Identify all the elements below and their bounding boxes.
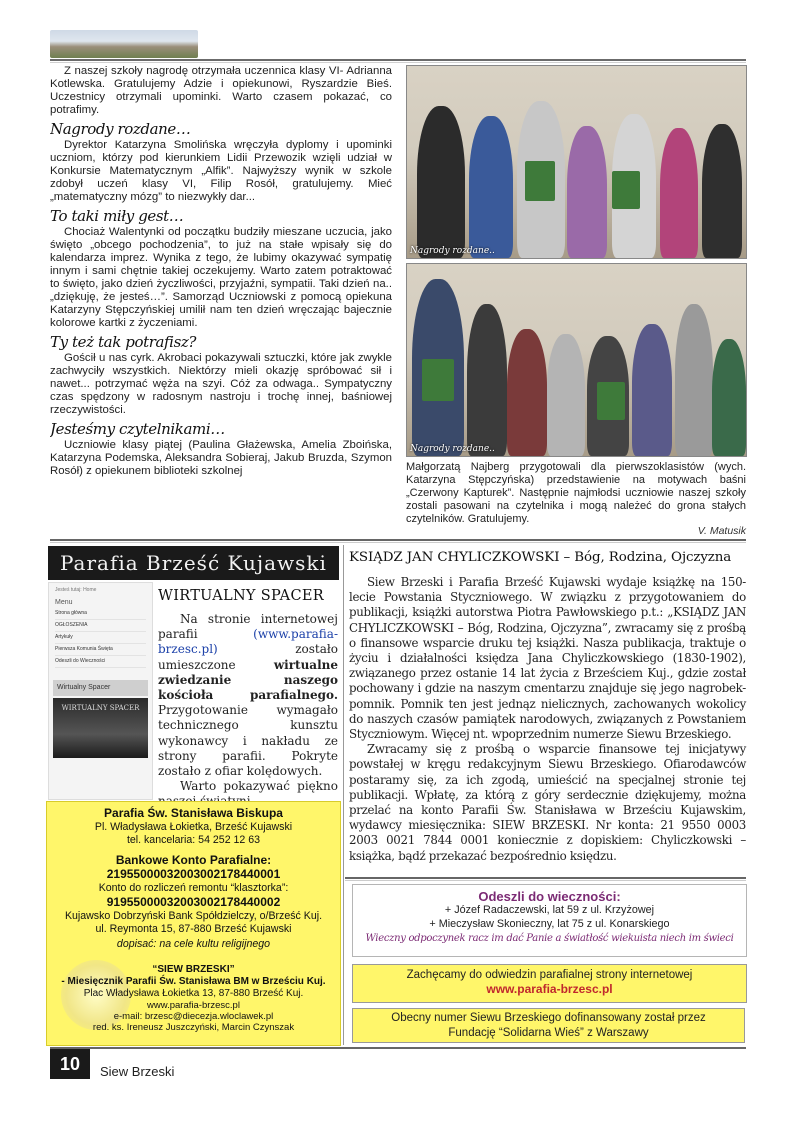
site-menu-item: Pierwsza Komunia Święta — [55, 644, 146, 656]
header-village-photo — [50, 30, 198, 58]
transfer-note-label: dopisać: — [116, 938, 157, 950]
obituary-title: Odeszli do wieczności: — [478, 889, 621, 904]
site-church-thumbnail: WIRTUALNY SPACER — [53, 698, 148, 758]
virtual-tour-text-a: Na stronie internetowej parafii — [158, 612, 338, 642]
transfer-note — [47, 938, 340, 951]
article-left-column — [50, 65, 392, 543]
ksiadz-paragraph-1: Siew Brzeski i Parafia Brześć Kujawski wydaje książkę na 150-lecie Powstania Styczniowego. W związku z przygotowaniem do publikacji, książki autorstwa Piotra Pawłowskiego p.t.: „KSIĄDZ JAN CHYLICZKOWSKI – Bóg, Rodzina, Ojczyzna”, zwracamy się z prośbą o finansowe wsparcie druku tej książki. Nasza publikacja, traktuje o życiu i działalności księdza Jana Chyliczkowskiego (1830-1902), związanego przez ostanie 14 lat życia z Brześciem Kuj., gdzie został pochowany i gdzie na naszym cmentarzu znajduje się jego nagrobek-pomnik. Pomnik ten jest jednąz nielicznych, zachowanych wokolicy do naszych czasów pamiątek narodowych, związanych z Powstaniem Styczniowym. Więcej nt. wpoprzednim numerze Siewu Brzeskiego. — [349, 575, 746, 742]
section-rule — [50, 539, 746, 541]
siew-website[interactable]: www.parafia-brzesc.pl — [147, 1000, 240, 1011]
site-menu — [55, 608, 146, 668]
website-invite-text: Zachęcamy do odwiedzin parafialnej strony internetowej — [406, 969, 693, 981]
parish-info-box — [46, 801, 341, 1046]
virtual-tour-title: WIRTUALNY SPACER — [158, 588, 324, 604]
bank-address: ul. Reymonta 15, 87-880 Brześć Kujawski — [95, 923, 292, 935]
siew-title: “SIEW BRZESKI” — [152, 964, 235, 975]
site-menu-item: Artykuły — [55, 632, 146, 644]
site-breadcrumb: Jesteś tutaj: Home — [55, 587, 97, 593]
site-menu-title: Menu — [55, 599, 73, 606]
parafia-banner: Parafia Brześć Kujawski — [48, 546, 339, 580]
paragraph-czytelnikami: Uczniowie klasy piątej (Paulina Głażewska, Amelia Zboińska, Katarzyna Podemska, Aleksandra Sobieraj, Jakub Bruzda, Szymon Rosół) z opiekunem biblioteki szkolnej — [50, 439, 392, 477]
virtual-tour-bold: wirtualne zwiedzanie naszego kościoła parafialnego. — [158, 657, 338, 703]
bank-name: Kujawsko Dobrzyński Bank Spółdzielczy, o/Brześć Kuj. — [64, 910, 323, 922]
parish-name: Parafia Św. Stanisława Biskupa — [104, 806, 283, 820]
obituary-prayer: Wieczny odpoczynek racz im dać Panie a światłość wiekuista niech im świeci — [365, 933, 734, 944]
bank-account-heading: Bankowe Konto Parafialne: — [115, 853, 272, 867]
transfer-note-text: na cele kultu religijnego — [156, 938, 271, 950]
header-rule — [50, 59, 746, 61]
article-intro: Z naszej szkoły nagrodę otrzymała uczennica klasy VI- Adrianna Kotlewska. Gratulujemy Adzie i opiekunowi, Ryszardzie Bieś. Uczestnicy otrzymali upominki. Warto czasem pokazać, co potrafimy. — [50, 65, 392, 116]
header-rule-thin — [50, 62, 746, 63]
paragraph-continuation: Małgorzatą Najberg przygotowali dla pierwszoklasistów (wych. Katarzyna Stępczyńska) przedstawienie na motywach baśni „Czerwony Kapturek”. Następnie najmłodsi uczniowie naszej szkoły zostali pasowani na czytelnika i mogą należeć do grona stałych czytelników. Gratulujemy. — [406, 461, 746, 525]
author-signature: V. Matusik — [697, 525, 746, 537]
siew-editors: red. ks. Ireneusz Juszczyński, Marcin Czynszak — [92, 1022, 295, 1033]
photo-award-1 — [406, 65, 747, 259]
site-menu-item: Odeszli do Wieczności — [55, 656, 146, 668]
photo-continuation-text — [406, 461, 746, 526]
publication-name: Siew Brzeski — [100, 1064, 175, 1079]
virtual-tour-text-c: Przygotowanie wymagało technicznego kunsztu wykonawcy i nakładu ze strony parafii. Pokryte zostało z ofiar kolędowych. — [158, 703, 338, 779]
heading-czytelnikami: Jesteśmy czytelnikami… — [50, 420, 225, 438]
obituary-entry: + Mieczysław Skonieczny, lat 75 z ul. Konarskiego — [429, 917, 670, 930]
ksiadz-article-title: KSIĄDZ JAN CHYLICZKOWSKI – Bóg, Rodzina, Ojczyzna — [349, 550, 732, 565]
heading-nagrody: Nagrody rozdane… — [50, 120, 191, 138]
column-separator — [343, 545, 344, 1045]
parish-website-link[interactable]: (www.parafia-brzesc.pl) — [158, 627, 338, 657]
virtual-tour-text — [158, 612, 338, 810]
bank-account-number: 21955000032003002178440001 — [106, 867, 281, 881]
ksiadz-article-body — [349, 575, 746, 864]
siew-subtitle: - Miesięcznik Parafii Św. Stanisława BM w Brześciu Kuj. — [61, 976, 326, 987]
siew-email[interactable]: e-mail: brzesc@diecezja.wloclawek.pl — [113, 1011, 274, 1022]
site-menu-item: Strona główna — [55, 608, 146, 620]
section-rule-right-thin — [345, 880, 746, 881]
website-invite-box — [352, 964, 747, 1003]
section-rule-right — [345, 877, 746, 879]
site-virtual-tour-box: Wirtualny Spacer — [53, 680, 148, 696]
website-screenshot — [48, 582, 153, 800]
ksiadz-paragraph-2: Zwracamy się z prośbą o wsparcie finansowe tej inicjatywy powstałej w kręgu redakcyjnym Siewu Brzeskiego. Ofiarodawców postaramy się, za ich zgodą, umieścić na specjalnej stronie tej publikacji. Wpłatę, za którą z góry serdecznie dziękujemy, można przelać na konto Parafii Św. Stanisława w Brześciu Kujawskim, wydawcy miesięcznika: SIEW BRZESKI. Nr konta: 21 9550 0003 2003 0021 7844 0001 koniecznie z dopiskiem: Chyliczkowski – książka, bądź przekazać bezpośrednio księdzu. — [349, 742, 746, 863]
photo-award-2 — [406, 263, 747, 457]
renovation-account-number: 91955000032003002178440002 — [106, 895, 281, 909]
funding-line-2: Fundację “Solidarna Wieś” z Warszawy — [448, 1026, 649, 1039]
parish-phone: tel. kancelaria: 54 252 12 63 — [126, 834, 261, 846]
page-number: 10 — [50, 1049, 90, 1079]
virtual-tour-text-b: zostało umieszczone — [158, 642, 338, 672]
renovation-account-heading: Konto do rozliczeń remontu “klasztorka”: — [98, 882, 289, 894]
siew-address: Plac Władysława Łokietka 13, 87-880 Brześć Kuj. — [83, 988, 304, 999]
funding-line-1: Obecny numer Siewu Brzeskiego dofinansowany został przez — [391, 1012, 706, 1024]
heading-potrafisz: Ty też tak potrafisz? — [50, 333, 197, 351]
virtual-tour-closing: Warto pokazywać piękno — [180, 779, 338, 794]
parish-address: Pl. Władysława Łokietka, Brześć Kujawski — [94, 821, 293, 833]
photo-caption-2: Nagrody rozdane.. — [410, 444, 495, 454]
site-menu-item: OGŁOSZENIA — [55, 620, 146, 632]
paragraph-walentynki: Chociaż Walentynki od początku budziły mieszane uczucia, jako święto „obcego pochodzenia”, to już na stałe wpisały się do kalendarza imprez. Wynika z tego, że lubimy okazywać sympatię innym i sami chętnie takiej oczekujemy. Warto zatem potraktować to święto, jako dzień życzliwości, przyjaźni, sympatii. Taki dzień na.. „dziękuję, że jesteś…”. Samorząd Uczniowski z pomocą opiekuna Katarzyny Stępczyńskiej umilił nam ten dzień wręczając bajecznie kolorowe kartki z życzeniami. — [50, 226, 392, 329]
obituary-entry: + Józef Radaczewski, lat 59 z ul. Krzyżowej — [444, 904, 655, 916]
photo-caption-1: Nagrody rozdane.. — [410, 246, 495, 256]
website-invite-link[interactable]: www.parafia-brzesc.pl — [486, 982, 613, 996]
section-rule-thin — [50, 542, 746, 543]
paragraph-nagrody: Dyrektor Katarzyna Smolińska wręczyła dyplomy i upominki uczniom, którzy pod kierunkiem Lidii Przewozik wzięli udział w Konkursie Matematycznym „Alfik”. Najwyższy wynik w szkole zdobył uczeń klasy VI, Filip Rosół, gratulujemy. Mieć „matematyczny mózg” to niezwykły dar... — [50, 139, 392, 203]
paragraph-cyrk: Gościł u nas cyrk. Akrobaci pokazywali sztuczki, które jak zwykle zachwyciły wszystkich. Niektórzy mieli okazję spróbować sił i nawet... potrzymać węża na szyi. Cóż za odwaga.. Sympatyczny czas spędzony w radosnym nastroju i trochę innej, baśniowej rzeczywistości. — [50, 352, 392, 416]
footer-rule — [50, 1047, 746, 1049]
heading-gest: To taki miły gest… — [50, 207, 184, 225]
funding-box — [352, 1008, 745, 1043]
obituary-box — [352, 884, 747, 957]
